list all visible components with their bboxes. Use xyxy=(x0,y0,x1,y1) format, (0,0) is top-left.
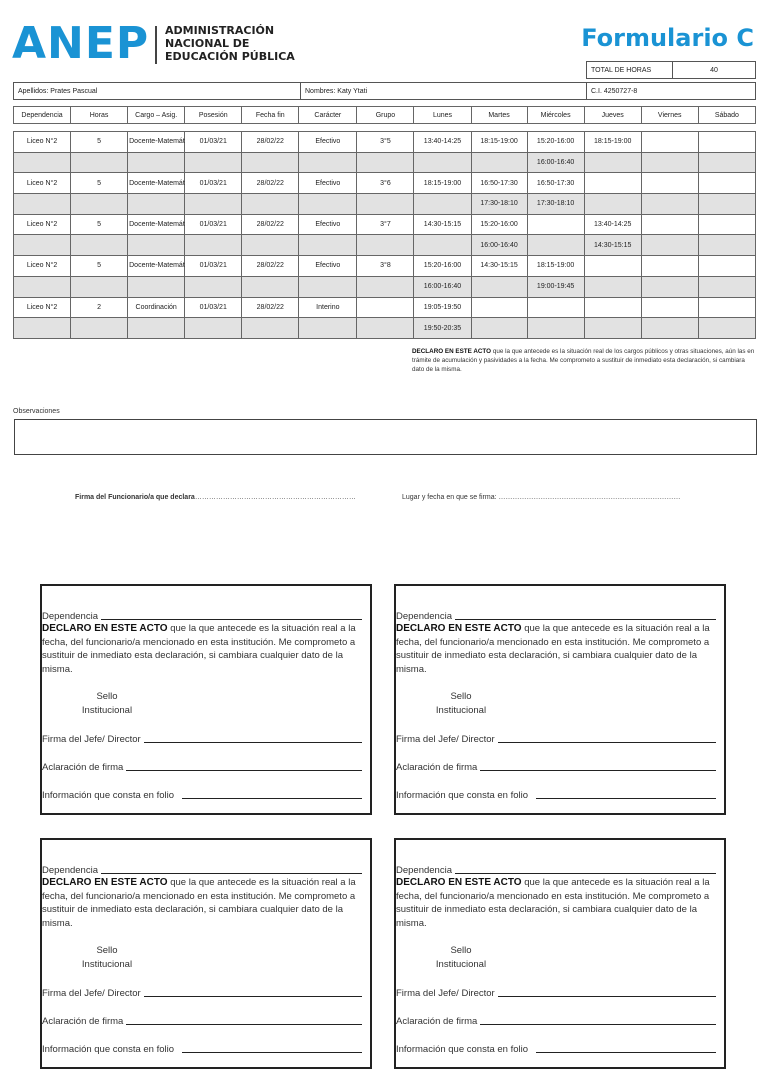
table-cell xyxy=(14,235,71,256)
table-cell xyxy=(527,318,584,339)
org-name-line: EDUCACIÓN PÚBLICA xyxy=(165,50,295,63)
table-cell xyxy=(698,173,755,194)
aclaracion-line[interactable] xyxy=(480,1024,716,1025)
table-cell: 17:30-18:10 xyxy=(527,194,584,215)
informacion-row xyxy=(396,787,716,801)
table-cell: 18:15-19:00 xyxy=(527,256,584,277)
stamp-declaration xyxy=(396,622,716,676)
table-cell xyxy=(242,235,299,256)
dependencia-label: Dependencia xyxy=(42,865,98,876)
table-cell xyxy=(128,194,185,215)
table-cell: 15:20-16:00 xyxy=(527,132,584,153)
sello-line: Sello xyxy=(450,691,472,702)
table-cell xyxy=(471,276,527,297)
firma-jefe-line[interactable] xyxy=(498,996,716,997)
firma-jefe-label: Firma del Jefe/ Director xyxy=(396,988,495,999)
table-cell: 19:50-20:35 xyxy=(414,318,471,339)
stamp-declaration xyxy=(42,876,362,930)
aclaracion-row xyxy=(42,759,362,773)
table-cell: 18:15-19:00 xyxy=(471,132,527,153)
table-cell xyxy=(71,194,128,215)
table-cell xyxy=(185,276,242,297)
table-cell xyxy=(527,297,584,318)
total-hours-table xyxy=(586,61,756,79)
total-hours-value: 40 xyxy=(673,62,756,79)
dependencia-line[interactable] xyxy=(101,619,362,620)
aclaracion-label: Aclaración de firma xyxy=(396,1016,478,1027)
dependencia-row xyxy=(396,608,716,622)
sello-institucional xyxy=(396,944,526,971)
table-cell xyxy=(698,256,755,277)
firma-jefe-row xyxy=(396,731,716,745)
table-cell xyxy=(14,276,71,297)
table-cell xyxy=(357,235,414,256)
aclaracion-row xyxy=(396,1013,716,1027)
table-cell: 01/03/21 xyxy=(185,214,242,235)
table-cell: Docente-Matemát xyxy=(128,214,185,235)
stamp-box xyxy=(40,838,372,1069)
firma-funcionario xyxy=(75,494,356,501)
table-row xyxy=(14,173,756,194)
table-cell: 16:50-17:30 xyxy=(471,173,527,194)
table-cell xyxy=(584,276,641,297)
table-cell: 28/02/22 xyxy=(242,256,299,277)
table-cell xyxy=(242,318,299,339)
table-cell: Efectivo xyxy=(299,256,357,277)
sello-line: Institucional xyxy=(81,704,133,716)
table-cell xyxy=(128,276,185,297)
table-cell: 5 xyxy=(71,214,128,235)
table-cell: 19:00-19:45 xyxy=(527,276,584,297)
table-cell: 28/02/22 xyxy=(242,297,299,318)
stamp-decl-body: que la que antecede es la situación real a la fecha, del funcionario/a mencionado en esta institución. Me comprometo a sustituir de inmediato esta declaración, si cambiara cualquier dato de la misma. xyxy=(396,623,710,675)
stamp-decl-body: que la que antecede es la situación real a la fecha, del funcionario/a mencionado en esta institución. Me comprometo a sustituir de inmediato esta declaración, si cambiara cualquier dato de la misma. xyxy=(396,877,710,929)
table-cell xyxy=(471,152,527,173)
column-header: Grupo xyxy=(357,107,414,124)
table-cell: 16:00-16:40 xyxy=(414,276,471,297)
table-cell xyxy=(584,318,641,339)
table-cell: Liceo N°2 xyxy=(14,256,71,277)
table-cell xyxy=(698,194,755,215)
table-cell: 18:15-19:00 xyxy=(414,173,471,194)
table-cell xyxy=(185,235,242,256)
table-cell: 3°5 xyxy=(357,132,414,153)
table-cell: Liceo N°2 xyxy=(14,173,71,194)
table-cell xyxy=(242,276,299,297)
dependencia-line[interactable] xyxy=(101,873,362,874)
informacion-line[interactable] xyxy=(182,1052,362,1053)
table-cell xyxy=(14,194,71,215)
aclaracion-line[interactable] xyxy=(480,770,716,771)
table-cell xyxy=(299,276,357,297)
table-cell xyxy=(584,297,641,318)
table-cell xyxy=(641,276,698,297)
column-header: Jueves xyxy=(584,107,641,124)
table-cell xyxy=(185,194,242,215)
column-header: Miércoles xyxy=(527,107,584,124)
informacion-label: Información que consta en folio xyxy=(42,790,175,801)
table-cell: 28/02/22 xyxy=(242,214,299,235)
table-cell xyxy=(242,194,299,215)
sello-institucional xyxy=(42,944,172,971)
firma-jefe-line[interactable] xyxy=(144,742,362,743)
table-cell: Docente-Matemát xyxy=(128,256,185,277)
logo-divider xyxy=(155,26,157,64)
table-cell xyxy=(357,297,414,318)
table-cell xyxy=(357,152,414,173)
table-cell xyxy=(242,152,299,173)
sello-institucional xyxy=(42,690,172,717)
dependencia-line[interactable] xyxy=(455,619,716,620)
firma-jefe-label: Firma del Jefe/ Director xyxy=(42,988,141,999)
stamp-decl-bold: DECLARO EN ESTE ACTO xyxy=(42,623,168,634)
org-name-line: ADMINISTRACIÓN xyxy=(165,24,275,37)
table-cell: 01/03/21 xyxy=(185,297,242,318)
column-header: Horas xyxy=(71,107,128,124)
table-cell: Interino xyxy=(299,297,357,318)
declaration-body: que la que antecede es la situación real de los cargos públicos y otras situaciones, aún las en trámite de acumulación y pasividades a la fecha. Me comprometo a sustituir de inmediato esta declaración, si cambiara dato de la misma. xyxy=(412,348,755,373)
firma-jefe-row xyxy=(42,985,362,999)
aclaracion-row xyxy=(396,759,716,773)
table-cell: Liceo N°2 xyxy=(14,297,71,318)
aclaracion-label: Aclaración de firma xyxy=(42,762,124,773)
stamp-decl-bold: DECLARO EN ESTE ACTO xyxy=(396,623,522,634)
observaciones-box[interactable] xyxy=(14,419,757,455)
table-cell xyxy=(357,194,414,215)
stamp-declaration xyxy=(42,622,362,676)
table-cell xyxy=(471,318,527,339)
stamp-decl-body: que la que antecede es la situación real a la fecha, del funcionario/a mencionado en esta institución. Me comprometo a sustituir de inmediato esta declaración, si cambiara cualquier dato de la misma. xyxy=(42,623,356,675)
org-name-line: NACIONAL DE xyxy=(165,37,250,50)
table-cell xyxy=(185,152,242,173)
table-row xyxy=(14,152,756,173)
aclaracion-line[interactable] xyxy=(126,1024,362,1025)
table-cell xyxy=(698,235,755,256)
firma-label: Firma del Funcionario/a que declara xyxy=(75,494,195,501)
informacion-line[interactable] xyxy=(182,798,362,799)
column-header: Carácter xyxy=(299,107,357,124)
table-cell: 16:00-16:40 xyxy=(527,152,584,173)
table-row xyxy=(14,235,756,256)
stamp-box xyxy=(40,584,372,815)
table-cell xyxy=(299,235,357,256)
table-cell: Efectivo xyxy=(299,214,357,235)
table-cell: 01/03/21 xyxy=(185,173,242,194)
schedule-header-row xyxy=(14,107,756,124)
table-row xyxy=(14,318,756,339)
ci-field: C.I. 4250727-8 xyxy=(587,83,756,100)
schedule-table xyxy=(13,106,756,339)
table-cell xyxy=(641,152,698,173)
table-cell xyxy=(471,297,527,318)
table-cell xyxy=(698,152,755,173)
table-cell xyxy=(128,152,185,173)
table-row xyxy=(14,256,756,277)
table-cell xyxy=(641,132,698,153)
informacion-label: Información que consta en folio xyxy=(42,1044,175,1055)
declaration-bold: DECLARO EN ESTE ACTO xyxy=(412,348,492,355)
table-cell: 5 xyxy=(71,256,128,277)
informacion-label: Información que consta en folio xyxy=(396,790,529,801)
dependencia-row xyxy=(396,862,716,876)
table-cell xyxy=(71,235,128,256)
informacion-row xyxy=(42,787,362,801)
column-header: Sábado xyxy=(698,107,755,124)
table-cell: 18:15-19:00 xyxy=(584,132,641,153)
table-cell: Docente-Matemát xyxy=(128,132,185,153)
table-cell: Efectivo xyxy=(299,132,357,153)
table-cell: Liceo N°2 xyxy=(14,214,71,235)
table-cell xyxy=(185,318,242,339)
sello-line: Sello xyxy=(96,691,118,702)
table-cell xyxy=(641,297,698,318)
table-cell: 13:40-14:25 xyxy=(414,132,471,153)
dependencia-label: Dependencia xyxy=(396,611,452,622)
column-header: Posesión xyxy=(185,107,242,124)
table-cell xyxy=(584,256,641,277)
declaration-text xyxy=(412,347,758,374)
table-cell: 14:30-15:15 xyxy=(584,235,641,256)
lugar-fecha xyxy=(402,494,681,501)
table-cell xyxy=(584,152,641,173)
table-cell xyxy=(698,214,755,235)
firma-jefe-line[interactable] xyxy=(498,742,716,743)
table-cell: 19:05-19:50 xyxy=(414,297,471,318)
table-cell xyxy=(641,235,698,256)
column-header: Cargo – Asig. xyxy=(128,107,185,124)
table-cell xyxy=(641,173,698,194)
table-cell xyxy=(584,173,641,194)
table-cell: 28/02/22 xyxy=(242,132,299,153)
table-cell: 16:00-16:40 xyxy=(471,235,527,256)
table-cell xyxy=(698,318,755,339)
table-cell xyxy=(357,318,414,339)
dependencia-row xyxy=(42,608,362,622)
table-cell xyxy=(698,297,755,318)
informacion-label: Información que consta en folio xyxy=(396,1044,529,1055)
dependencia-line[interactable] xyxy=(455,873,716,874)
sello-line: Sello xyxy=(96,945,118,956)
sello-institucional xyxy=(396,690,526,717)
total-hours-label: TOTAL DE HORAS xyxy=(587,62,673,79)
column-header: Lunes xyxy=(414,107,471,124)
nombres-field: Nombres: Katy Ytati xyxy=(301,83,587,100)
table-row xyxy=(14,297,756,318)
table-cell xyxy=(527,214,584,235)
informacion-line[interactable] xyxy=(536,798,716,799)
table-cell: Docente-Matemát xyxy=(128,173,185,194)
aclaracion-label: Aclaración de firma xyxy=(42,1016,124,1027)
lugar-label: Lugar y fecha en que se firma: xyxy=(402,494,499,501)
table-cell: 3°6 xyxy=(357,173,414,194)
table-cell xyxy=(698,132,755,153)
table-cell xyxy=(14,318,71,339)
informacion-line[interactable] xyxy=(536,1052,716,1053)
table-cell xyxy=(71,276,128,297)
sello-line: Institucional xyxy=(435,704,487,716)
column-header: Viernes xyxy=(641,107,698,124)
firma-jefe-row xyxy=(396,985,716,999)
firma-jefe-label: Firma del Jefe/ Director xyxy=(42,734,141,745)
table-cell: Efectivo xyxy=(299,173,357,194)
table-cell xyxy=(128,318,185,339)
table-cell: 5 xyxy=(71,173,128,194)
column-header: Fecha fin xyxy=(242,107,299,124)
table-cell xyxy=(641,194,698,215)
informacion-row xyxy=(42,1041,362,1055)
informacion-row xyxy=(396,1041,716,1055)
sello-line: Sello xyxy=(450,945,472,956)
table-row xyxy=(14,276,756,297)
table-row xyxy=(14,194,756,215)
table-cell: 01/03/21 xyxy=(185,256,242,277)
table-cell: 3°8 xyxy=(357,256,414,277)
firma-jefe-line[interactable] xyxy=(144,996,362,997)
table-cell xyxy=(641,318,698,339)
table-cell: 15:20-16:00 xyxy=(471,214,527,235)
stamp-declaration xyxy=(396,876,716,930)
table-cell: 5 xyxy=(71,132,128,153)
dependencia-label: Dependencia xyxy=(42,611,98,622)
firma-jefe-row xyxy=(42,731,362,745)
stamp-decl-bold: DECLARO EN ESTE ACTO xyxy=(42,877,168,888)
table-cell xyxy=(71,318,128,339)
table-cell xyxy=(414,235,471,256)
person-info-table xyxy=(13,82,756,100)
stamp-decl-bold: DECLARO EN ESTE ACTO xyxy=(396,877,522,888)
table-cell: 2 xyxy=(71,297,128,318)
table-cell: 17:30-18:10 xyxy=(471,194,527,215)
lugar-dots: …………………………………………………………………… xyxy=(498,494,681,501)
form-title: Formulario C xyxy=(581,24,754,52)
table-cell: Coordinación xyxy=(128,297,185,318)
table-cell xyxy=(299,152,357,173)
org-name xyxy=(165,24,295,63)
table-cell: 14:30-15:15 xyxy=(471,256,527,277)
table-cell xyxy=(641,256,698,277)
column-header: Martes xyxy=(471,107,527,124)
table-row xyxy=(14,132,756,153)
table-cell: 3°7 xyxy=(357,214,414,235)
stamp-box xyxy=(394,584,726,815)
aclaracion-line[interactable] xyxy=(126,770,362,771)
table-cell xyxy=(584,194,641,215)
table-cell: 14:30-15:15 xyxy=(414,214,471,235)
firma-jefe-label: Firma del Jefe/ Director xyxy=(396,734,495,745)
table-cell xyxy=(414,152,471,173)
table-cell: Liceo N°2 xyxy=(14,132,71,153)
table-cell xyxy=(299,194,357,215)
table-cell xyxy=(14,152,71,173)
anep-logo: ANEP xyxy=(12,18,150,69)
stamp-decl-body: que la que antecede es la situación real a la fecha, del funcionario/a mencionado en esta institución. Me comprometo a sustituir de inmediato esta declaración, si cambiara cualquier dato de la misma. xyxy=(42,877,356,929)
table-cell xyxy=(357,276,414,297)
table-cell xyxy=(299,318,357,339)
dependencia-row xyxy=(42,862,362,876)
stamp-box xyxy=(394,838,726,1069)
observaciones-label: Observaciones xyxy=(13,408,60,415)
column-header: Dependencia xyxy=(14,107,71,124)
table-cell: 01/03/21 xyxy=(185,132,242,153)
firma-dots: …………………………………………………………… xyxy=(194,494,356,501)
aclaracion-row xyxy=(42,1013,362,1027)
table-cell: 15:20-16:00 xyxy=(414,256,471,277)
table-cell xyxy=(71,152,128,173)
sello-line: Institucional xyxy=(81,958,133,970)
aclaracion-label: Aclaración de firma xyxy=(396,762,478,773)
table-cell xyxy=(128,235,185,256)
dependencia-label: Dependencia xyxy=(396,865,452,876)
table-cell: 16:50-17:30 xyxy=(527,173,584,194)
table-cell: 13:40-14:25 xyxy=(584,214,641,235)
table-cell: 28/02/22 xyxy=(242,173,299,194)
table-cell xyxy=(527,235,584,256)
table-row xyxy=(14,214,756,235)
table-cell xyxy=(698,276,755,297)
apellidos-field: Apellidos: Prates Pascual xyxy=(14,83,301,100)
table-cell xyxy=(641,214,698,235)
table-cell xyxy=(414,194,471,215)
sello-line: Institucional xyxy=(435,958,487,970)
